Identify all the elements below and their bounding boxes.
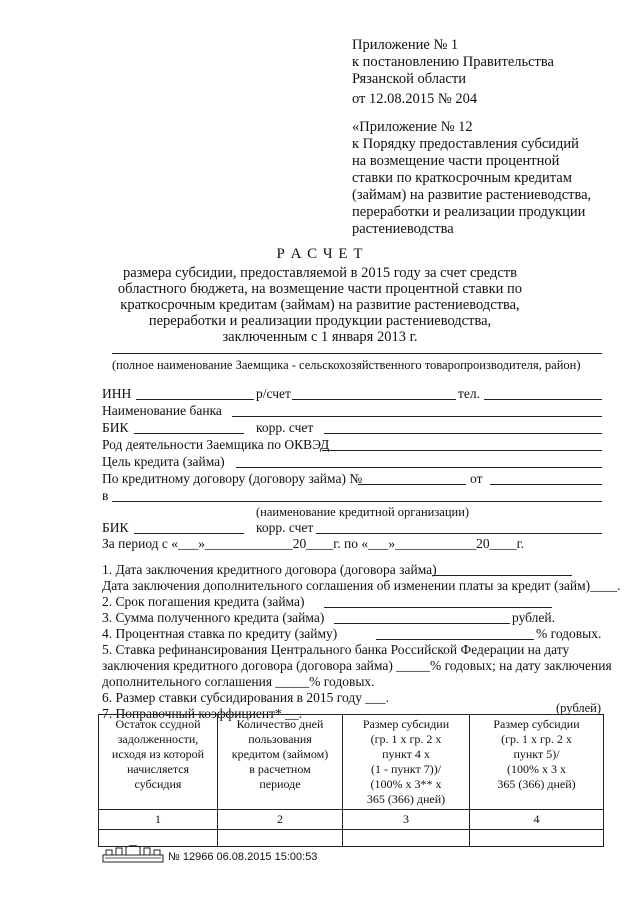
header-3-line: (100% х 3** х [370, 777, 442, 791]
header-1-line: начисляется [126, 762, 190, 776]
purpose-field [236, 467, 602, 468]
header-2-line: пользования [248, 732, 312, 746]
header-1-line: Остаток ссудной [115, 717, 201, 731]
header-cell-3 [343, 715, 470, 810]
header-3-line: (1 - пункт 7))/ [370, 762, 442, 776]
table-cell [343, 830, 470, 847]
header-1-line: исходя из которой [111, 747, 205, 761]
appendix-line-2: к Порядку предоставления субсидий [352, 136, 579, 152]
table-unit: (рублей) [556, 701, 602, 715]
header-1-line: субсидия [134, 777, 182, 791]
phone-field [484, 399, 602, 400]
item-2-field [324, 607, 552, 608]
contract-from-label: от [470, 471, 483, 486]
table-cell [218, 830, 343, 847]
period-line: За период с «___»_____________20____г. по «___»____________20____г. [102, 536, 525, 551]
header-line-1: Приложение № 1 [352, 37, 459, 53]
header-2-line: кредитом (займом) [231, 747, 329, 761]
in-label: в [102, 488, 109, 503]
credit-org-field [112, 501, 602, 502]
activity-label: Род деятельности Заемщика по ОКВЭД [102, 437, 330, 452]
header-4-line: 365 (366) дней) [497, 777, 576, 791]
header-line-2: к постановлению Правительства [352, 54, 554, 70]
item-1-field [432, 575, 572, 576]
column-number-4: 4 [470, 810, 604, 830]
title-line-3: краткосрочным кредитам (займам) на развитие растениеводства, [120, 297, 520, 313]
column-number-1: 1 [99, 810, 218, 830]
corr-account2-field [316, 533, 602, 534]
borrower-caption: (полное наименование Заемщика - сельскохозяйственного товаропроизводителя, район) [112, 358, 581, 372]
item-2: 2. Срок погашения кредита (займа) [102, 594, 305, 609]
bik-field [134, 433, 244, 434]
item-5-line-1: 5. Ставка рефинансирования Центрального банка Российской Федерации на дату [102, 642, 570, 657]
item-3-unit: рублей. [512, 610, 556, 625]
corr-account2-label: корр. счет [256, 520, 314, 535]
inn-label: ИНН [102, 386, 132, 401]
item-5-line-2: заключения кредитного договора (договора займа) _____% годовых; на дату заключения [102, 658, 612, 673]
document-title: Р А С Ч Е Т [276, 246, 364, 262]
phone-label: тел. [458, 386, 481, 401]
title-line-2: областного бюджета, на возмещение части процентной ставки по [117, 281, 523, 297]
table-cell [470, 830, 604, 847]
appendix-line-1: «Приложение № 12 [352, 119, 473, 135]
bank-caption: (наименование кредитной организации) [256, 505, 470, 519]
subsidy-table [98, 714, 604, 847]
table-row [99, 830, 604, 847]
header-3-line: Размер субсидии [362, 717, 450, 731]
item-1: 1. Дата заключения кредитного договора (договора займа) [102, 562, 437, 577]
bik2-label: БИК [102, 520, 129, 535]
header-1-line: задолженности, [117, 732, 199, 746]
header-3-line: пункт 4 х [382, 747, 430, 761]
borrower-name-line [112, 353, 602, 354]
header-cell-1 [99, 715, 218, 810]
header-line-4: от 12.08.2015 № 204 [352, 91, 478, 107]
header-4-line: пункт 5)/ [513, 747, 560, 761]
account-field [292, 399, 456, 400]
title-line-5: заключенным с 1 января 2013 г. [222, 329, 418, 345]
appendix-line-6: переработки и реализации продукции [352, 204, 586, 220]
corr-account-label: корр. счет [256, 420, 314, 435]
item-6: 6. Размер ставки субсидирования в 2015 году ___. [102, 690, 389, 705]
bank-name-label: Наименование банка [102, 403, 222, 418]
bank-name-field [232, 416, 602, 417]
header-2-line: периоде [259, 777, 301, 791]
header-4-line: (100% х 3 х [507, 762, 566, 776]
header-2-line: Количество дней [236, 717, 324, 731]
item-7: 7. Поправочный коэффициент* __. [102, 706, 303, 721]
registration-number: № 12966 06.08.2015 15:00:53 [168, 851, 318, 863]
item-3: 3. Сумма полученного кредита (займа) [102, 610, 325, 625]
appendix-line-4: ставки по краткосрочным кредитам [352, 170, 572, 186]
item-4-unit: % годовых. [536, 626, 602, 641]
header-3-line: 365 (366) дней) [366, 792, 446, 806]
activity-field [322, 450, 602, 451]
inn-field [136, 399, 254, 400]
column-number-3: 3 [343, 810, 470, 830]
appendix-line-7: растениеводства [352, 221, 454, 237]
title-line-1: размера субсидии, предоставляемой в 2015 году за счет средств [123, 265, 517, 281]
account-label: р/счет [256, 386, 291, 401]
table-number-row [99, 810, 604, 830]
header-2-line: в расчетном [249, 762, 311, 776]
appendix-line-3: на возмещение части процентной [352, 153, 560, 169]
corr-account-field [324, 433, 602, 434]
header-4-line: (гр. 1 х гр. 2 х [501, 732, 572, 746]
header-cell-2 [218, 715, 343, 810]
header-line-3: Рязанской области [352, 71, 466, 87]
item-5-line-3: дополнительного соглашения _____% годовых. [102, 674, 375, 689]
purpose-label: Цель кредита (займа) [102, 454, 225, 469]
table-cell [99, 830, 218, 847]
header-cell-4 [470, 715, 604, 810]
bik-label: БИК [102, 420, 129, 435]
appendix-line-5: (займам) на развитие растениеводства, [352, 187, 592, 203]
item-4-field [376, 639, 534, 640]
item-4: 4. Процентная ставка по кредиту (займу) [102, 626, 338, 641]
item-3-field [334, 623, 510, 624]
title-line-4: переработки и реализации продукции растениеводства, [148, 313, 492, 329]
header-3-line: (гр. 1 х гр. 2 х [370, 732, 442, 746]
contract-date-field [490, 484, 602, 485]
column-number-2: 2 [218, 810, 343, 830]
table-header-row [99, 715, 604, 810]
contract-label: По кредитному договору (договору займа) № [102, 471, 363, 486]
contract-number-field [358, 484, 466, 485]
registration-stamp-icon [102, 845, 164, 863]
bik2-field [134, 533, 244, 534]
item-1b: Дата заключения дополнительного соглашения об изменении платы за кредит (займ)____. [102, 578, 621, 593]
header-4-line: Размер субсидии [493, 717, 580, 731]
